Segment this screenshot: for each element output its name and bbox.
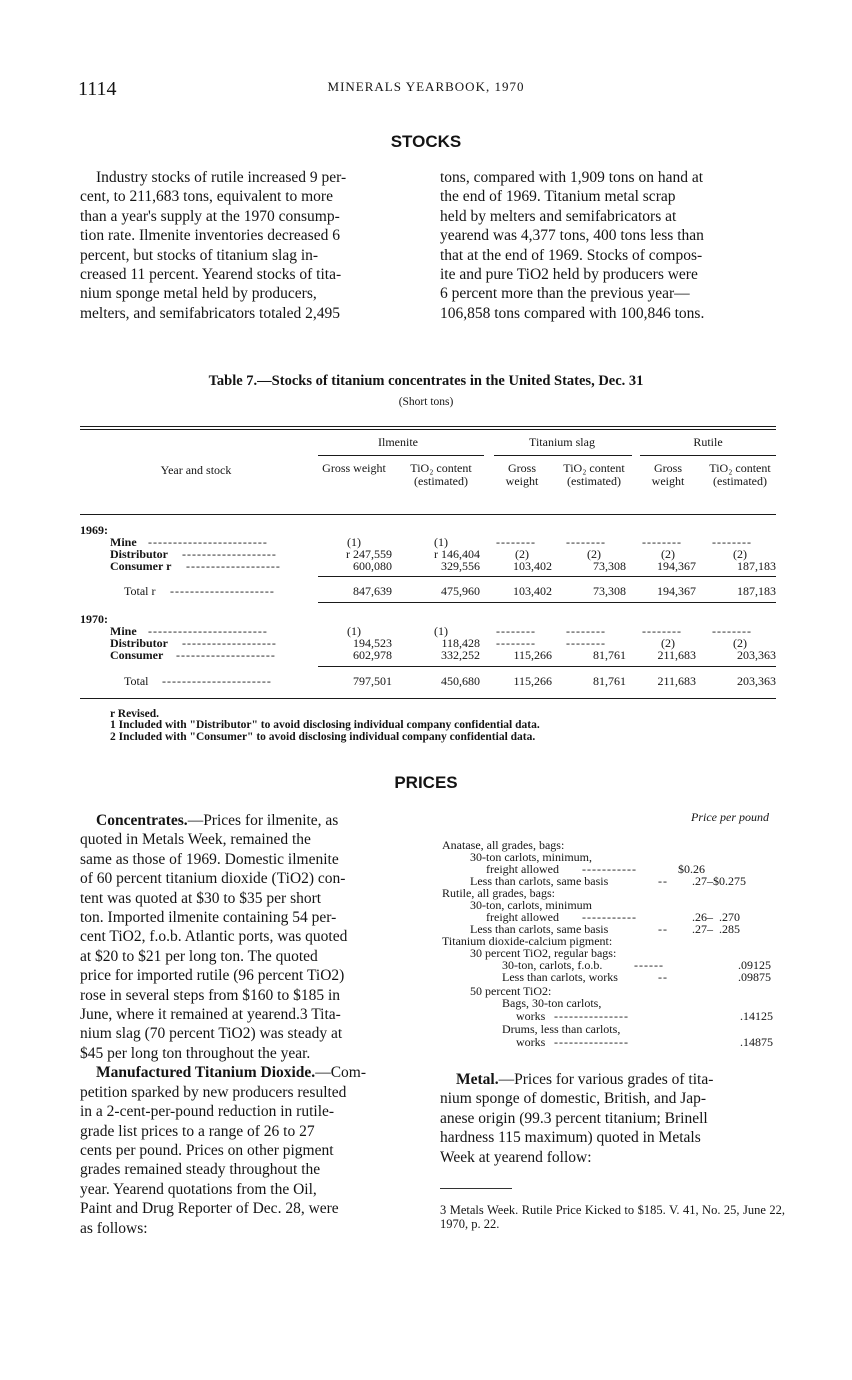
- price-item-value: .27– .285: [692, 922, 740, 936]
- price-item-label: 50 percent TiO2:: [470, 984, 552, 998]
- text-line: same as those of 1969. Domestic ilmenite: [80, 850, 339, 868]
- row-label: Distributor: [110, 636, 168, 650]
- text-line: price for imported rutile (96 percent TiO2): [80, 967, 345, 985]
- group-header: Rutile: [693, 435, 723, 449]
- table-bottom-rule: [80, 698, 776, 699]
- price-item-label: 30 percent TiO2, regular bags:: [470, 946, 617, 960]
- table-cell: (2): [733, 547, 747, 561]
- group-rule: [640, 455, 776, 456]
- year-label: 1969:: [80, 523, 108, 537]
- dash-cell: --------: [566, 535, 606, 549]
- leader-dots: -------------------: [182, 547, 277, 561]
- leader-dots: --: [658, 922, 668, 936]
- text-line: Week at yearend follow:: [440, 1148, 592, 1166]
- leader-dots: ------------------------: [148, 624, 268, 638]
- dash-cell: --------: [712, 624, 752, 638]
- price-column-header: Price per pound: [691, 810, 769, 824]
- text-line: [80, 1063, 420, 1082]
- row-label: Consumer: [110, 648, 164, 662]
- text-line: nium slag (70 percent TiO2) was steady at: [80, 1025, 343, 1043]
- text-line: at $20 to $21 per long ton. The quoted: [80, 947, 318, 965]
- text-line: nium sponge of domestic, British, and Jap-: [440, 1090, 707, 1108]
- text-line: in a 2-cent-per-pound reduction in rutile-: [80, 1103, 335, 1121]
- stocks-right-column: [440, 168, 775, 323]
- dash-cell: --------: [566, 636, 606, 650]
- text-line: quoted in Metals Week, remained the: [80, 831, 311, 849]
- table-cell: 332,252: [441, 648, 480, 662]
- price-item-label: freight allowed: [486, 910, 559, 924]
- dash-cell: --------: [642, 535, 682, 549]
- col-header: TiO₂ content (estimated): [410, 461, 472, 488]
- table-cell: (2): [587, 547, 601, 561]
- stub-header: Year and stock: [160, 463, 232, 477]
- group-rule: [494, 455, 632, 456]
- header-rule: [80, 514, 776, 515]
- price-item-label: Less than carlots, same basis: [470, 874, 609, 888]
- row-label: Total r: [124, 584, 156, 598]
- leader-dots: -------------------: [186, 559, 281, 573]
- table-cell: 73,308: [593, 584, 626, 598]
- leader-dots: --------------------: [176, 648, 276, 662]
- text-line: petition sparked by new producers resulted: [80, 1083, 347, 1101]
- dash-cell: --------: [496, 535, 536, 549]
- row-label: Mine: [110, 535, 137, 549]
- price-item-value: .14125: [740, 1009, 773, 1023]
- table-cell: r 247,559: [346, 547, 392, 561]
- total-rule: [318, 576, 776, 577]
- table-footnote: 1 Included with "Distributor" to avoid disclosing individual company confidential data.: [110, 719, 540, 731]
- text-line: yearend was 4,377 tons, 400 tons less than: [440, 227, 704, 245]
- year-label: 1970:: [80, 612, 108, 626]
- table-cell: (1): [347, 624, 361, 638]
- run-in-heading: Metal.: [456, 1071, 499, 1088]
- footnote-separator: [440, 1188, 512, 1189]
- col-header: Gross weight: [505, 461, 539, 488]
- table-footnote: 2 Included with "Consumer" to avoid disclosing individual company confidential data.: [110, 731, 536, 743]
- row-label: Consumer r: [110, 559, 172, 573]
- text-line: Industry stocks of rutile increased 9 per-: [96, 169, 347, 186]
- price-item-value: .09125: [738, 958, 771, 972]
- leader-dots: ---------------------: [170, 584, 275, 598]
- text-line: ite and pure TiO2 held by producers were: [440, 266, 698, 284]
- table-cell: 115,266: [513, 674, 552, 688]
- prices-heading: PRICES: [394, 773, 458, 792]
- total-rule: [318, 602, 776, 603]
- table-footnote: r Revised.: [110, 708, 159, 720]
- table-cell: 203,363: [737, 648, 776, 662]
- leader-dots: ------: [634, 958, 664, 972]
- text-line: [80, 811, 420, 830]
- price-item-label: freight allowed: [486, 862, 559, 876]
- leader-dots: --: [658, 874, 668, 888]
- table-cell: (2): [733, 636, 747, 650]
- table-cell: 450,680: [441, 674, 480, 688]
- total-rule: [318, 666, 776, 667]
- dash-cell: --------: [496, 624, 536, 638]
- price-item-value: .14875: [740, 1035, 773, 1049]
- price-item-value: .27–$0.275: [692, 874, 746, 888]
- table-cell: 475,960: [441, 584, 480, 598]
- running-title: MINERALS YEARBOOK, 1970: [327, 79, 525, 94]
- leader-dots: ------------------------: [148, 535, 268, 549]
- table-cell: 847,639: [353, 584, 392, 598]
- text-line: tion rate. Ilmenite inventories decreased 6: [80, 227, 340, 245]
- table-cell: 194,367: [657, 584, 696, 598]
- table-cell: (1): [434, 624, 448, 638]
- row-label: Distributor: [110, 547, 168, 561]
- text-line: rose in several steps from $160 to $185 in: [80, 986, 341, 1004]
- prices-left-column: [80, 811, 420, 1238]
- leader-dots: ---------------: [554, 1035, 629, 1049]
- price-item-label: works: [516, 1035, 546, 1049]
- page-number: 1114: [78, 78, 117, 100]
- table-cell: (2): [661, 547, 675, 561]
- leader-dots: ----------------------: [162, 674, 272, 688]
- text-run: —Prices for various grades of tita-: [498, 1071, 714, 1088]
- price-item-label: 30-ton, carlots, f.o.b.: [502, 958, 603, 972]
- table-cell: 211,683: [657, 648, 696, 662]
- dash-cell: --------: [566, 624, 606, 638]
- table-cell: (2): [515, 547, 529, 561]
- price-item-label: Bags, 30-ton carlots,: [502, 996, 602, 1010]
- metal-paragraph: [440, 1070, 782, 1167]
- table-cell: 329,556: [441, 559, 480, 573]
- table-top-rule: [80, 429, 776, 430]
- price-item-label: Rutile, all grades, bags:: [442, 886, 555, 900]
- table-cell: r 146,404: [434, 547, 480, 561]
- text-line: percent, but stocks of titanium slag in-: [80, 246, 319, 264]
- price-item-label: Titanium dioxide-calcium pigment:: [442, 934, 613, 948]
- table-cell: 797,501: [353, 674, 392, 688]
- text-run: —Prices for ilmenite, as: [187, 812, 339, 829]
- group-header: Ilmenite: [378, 435, 418, 449]
- text-line: grade list prices to a range of 26 to 27: [80, 1122, 315, 1140]
- price-item-label: 30-ton, carlots, minimum: [470, 898, 592, 912]
- table-top-rule: [80, 426, 776, 427]
- table-cell: 118,428: [441, 636, 480, 650]
- leader-dots: -------------------: [182, 636, 277, 650]
- text-line: as follows:: [80, 1219, 148, 1237]
- price-item-label: 30-ton carlots, minimum,: [470, 850, 592, 864]
- dash-cell: --------: [712, 535, 752, 549]
- price-item-value: $0.26: [678, 862, 705, 876]
- table-cell: 602,978: [353, 648, 392, 662]
- dash-cell: --------: [642, 624, 682, 638]
- price-item-label: Drums, less than carlots,: [502, 1022, 621, 1036]
- table-cell: 81,761: [593, 674, 626, 688]
- table-cell: (1): [347, 535, 361, 549]
- stocks-left-column: [80, 168, 415, 323]
- table-cell: 73,308: [593, 559, 626, 573]
- footnote: 3 Metals Week. Rutile Price Kicked to $185. V. 41, No. 25, June 22, 1970, p. 22.: [440, 1203, 785, 1231]
- text-line: [440, 1070, 782, 1089]
- text-run: —Com-: [315, 1064, 366, 1082]
- table-caption: Table 7.—Stocks of titanium concentrates in the United States, Dec. 31: [208, 373, 644, 389]
- table-cell: (2): [661, 636, 675, 650]
- text-line: June, where it remained at yearend.3 Tita-: [80, 1006, 341, 1024]
- text-line: tent was quoted at $30 to $35 per short: [80, 889, 322, 907]
- table-cell: 187,183: [737, 559, 776, 573]
- text-line: than a year's supply at the 1970 consump-: [80, 207, 340, 225]
- text-line: grades remained steady throughout the: [80, 1161, 321, 1179]
- table-cell: 187,183: [737, 584, 776, 598]
- table-cell: 115,266: [513, 648, 552, 662]
- text-line: hardness 115 maximum) quoted in Metals: [440, 1129, 701, 1147]
- leader-dots: --: [658, 970, 668, 984]
- row-label: Mine: [110, 624, 137, 638]
- table-cell: 203,363: [737, 674, 776, 688]
- text-line: that at the end of 1969. Stocks of compos-: [440, 246, 703, 264]
- text-line: Paint and Drug Reporter of Dec. 28, were: [80, 1200, 339, 1218]
- price-item-label: Less than carlots, works: [502, 970, 618, 984]
- table-cell: 103,402: [513, 559, 552, 573]
- price-item-value: .26– .270: [692, 910, 740, 924]
- text-line: anese origin (99.3 percent titanium; Brinell: [440, 1109, 708, 1127]
- run-in-heading: Manufactured Titanium Dioxide.: [96, 1064, 316, 1082]
- stocks-heading: STOCKS: [390, 132, 462, 151]
- table-cell: 103,402: [513, 584, 552, 598]
- table-cell: 194,367: [657, 559, 696, 573]
- text-line: nium sponge metal held by producers,: [80, 285, 317, 303]
- text-line: cents per pound. Prices on other pigment: [80, 1141, 334, 1159]
- col-header: TiO₂ content (estimated): [563, 461, 625, 488]
- table-cell: 211,683: [657, 674, 696, 688]
- text-line: 6 percent more than the previous year—: [440, 285, 690, 303]
- text-line: year. Yearend quotations from the Oil,: [80, 1180, 317, 1198]
- leader-dots: ---------------: [554, 1009, 629, 1023]
- row-label: Total: [124, 674, 149, 688]
- text-line: cent TiO2, f.o.b. Atlantic ports, was quoted: [80, 928, 348, 946]
- col-header: Gross weight: [322, 461, 386, 475]
- text-line: the end of 1969. Titanium metal scrap: [440, 188, 676, 206]
- table-cell: (1): [434, 535, 448, 549]
- col-header: Gross weight: [651, 461, 685, 488]
- run-in-heading: Concentrates.: [96, 812, 188, 829]
- text-line: tons, compared with 1,909 tons on hand at: [440, 169, 704, 186]
- price-item-label: Anatase, all grades, bags:: [442, 838, 565, 852]
- table-cell: 81,761: [593, 648, 626, 662]
- group-header: Titanium slag: [529, 435, 595, 449]
- text-line: held by melters and semifabricators at: [440, 207, 677, 225]
- table-cell: 194,523: [353, 636, 392, 650]
- text-line: of 60 percent titanium dioxide (TiO2) con-: [80, 870, 346, 888]
- text-line: cent, to 211,683 tons, equivalent to more: [80, 188, 333, 206]
- leader-dots: -----------: [582, 862, 637, 876]
- table-subcaption: (Short tons): [398, 396, 454, 408]
- table-cell: 600,080: [353, 559, 392, 573]
- dash-cell: --------: [496, 636, 536, 650]
- text-line: 106,858 tons compared with 100,846 tons.: [440, 304, 705, 322]
- text-line: ton. Imported ilmenite containing 54 per-: [80, 909, 337, 927]
- price-item-label: Less than carlots, same basis: [470, 922, 609, 936]
- leader-dots: -----------: [582, 910, 637, 924]
- col-header: TiO₂ content (estimated): [709, 461, 771, 488]
- price-item-value: .09875: [738, 970, 771, 984]
- text-line: melters, and semifabricators totaled 2,495: [80, 304, 340, 322]
- text-line: $45 per long ton throughout the year.: [80, 1044, 311, 1062]
- group-rule: [318, 455, 484, 456]
- price-item-label: works: [516, 1009, 546, 1023]
- text-line: creased 11 percent. Yearend stocks of tita-: [80, 266, 342, 284]
